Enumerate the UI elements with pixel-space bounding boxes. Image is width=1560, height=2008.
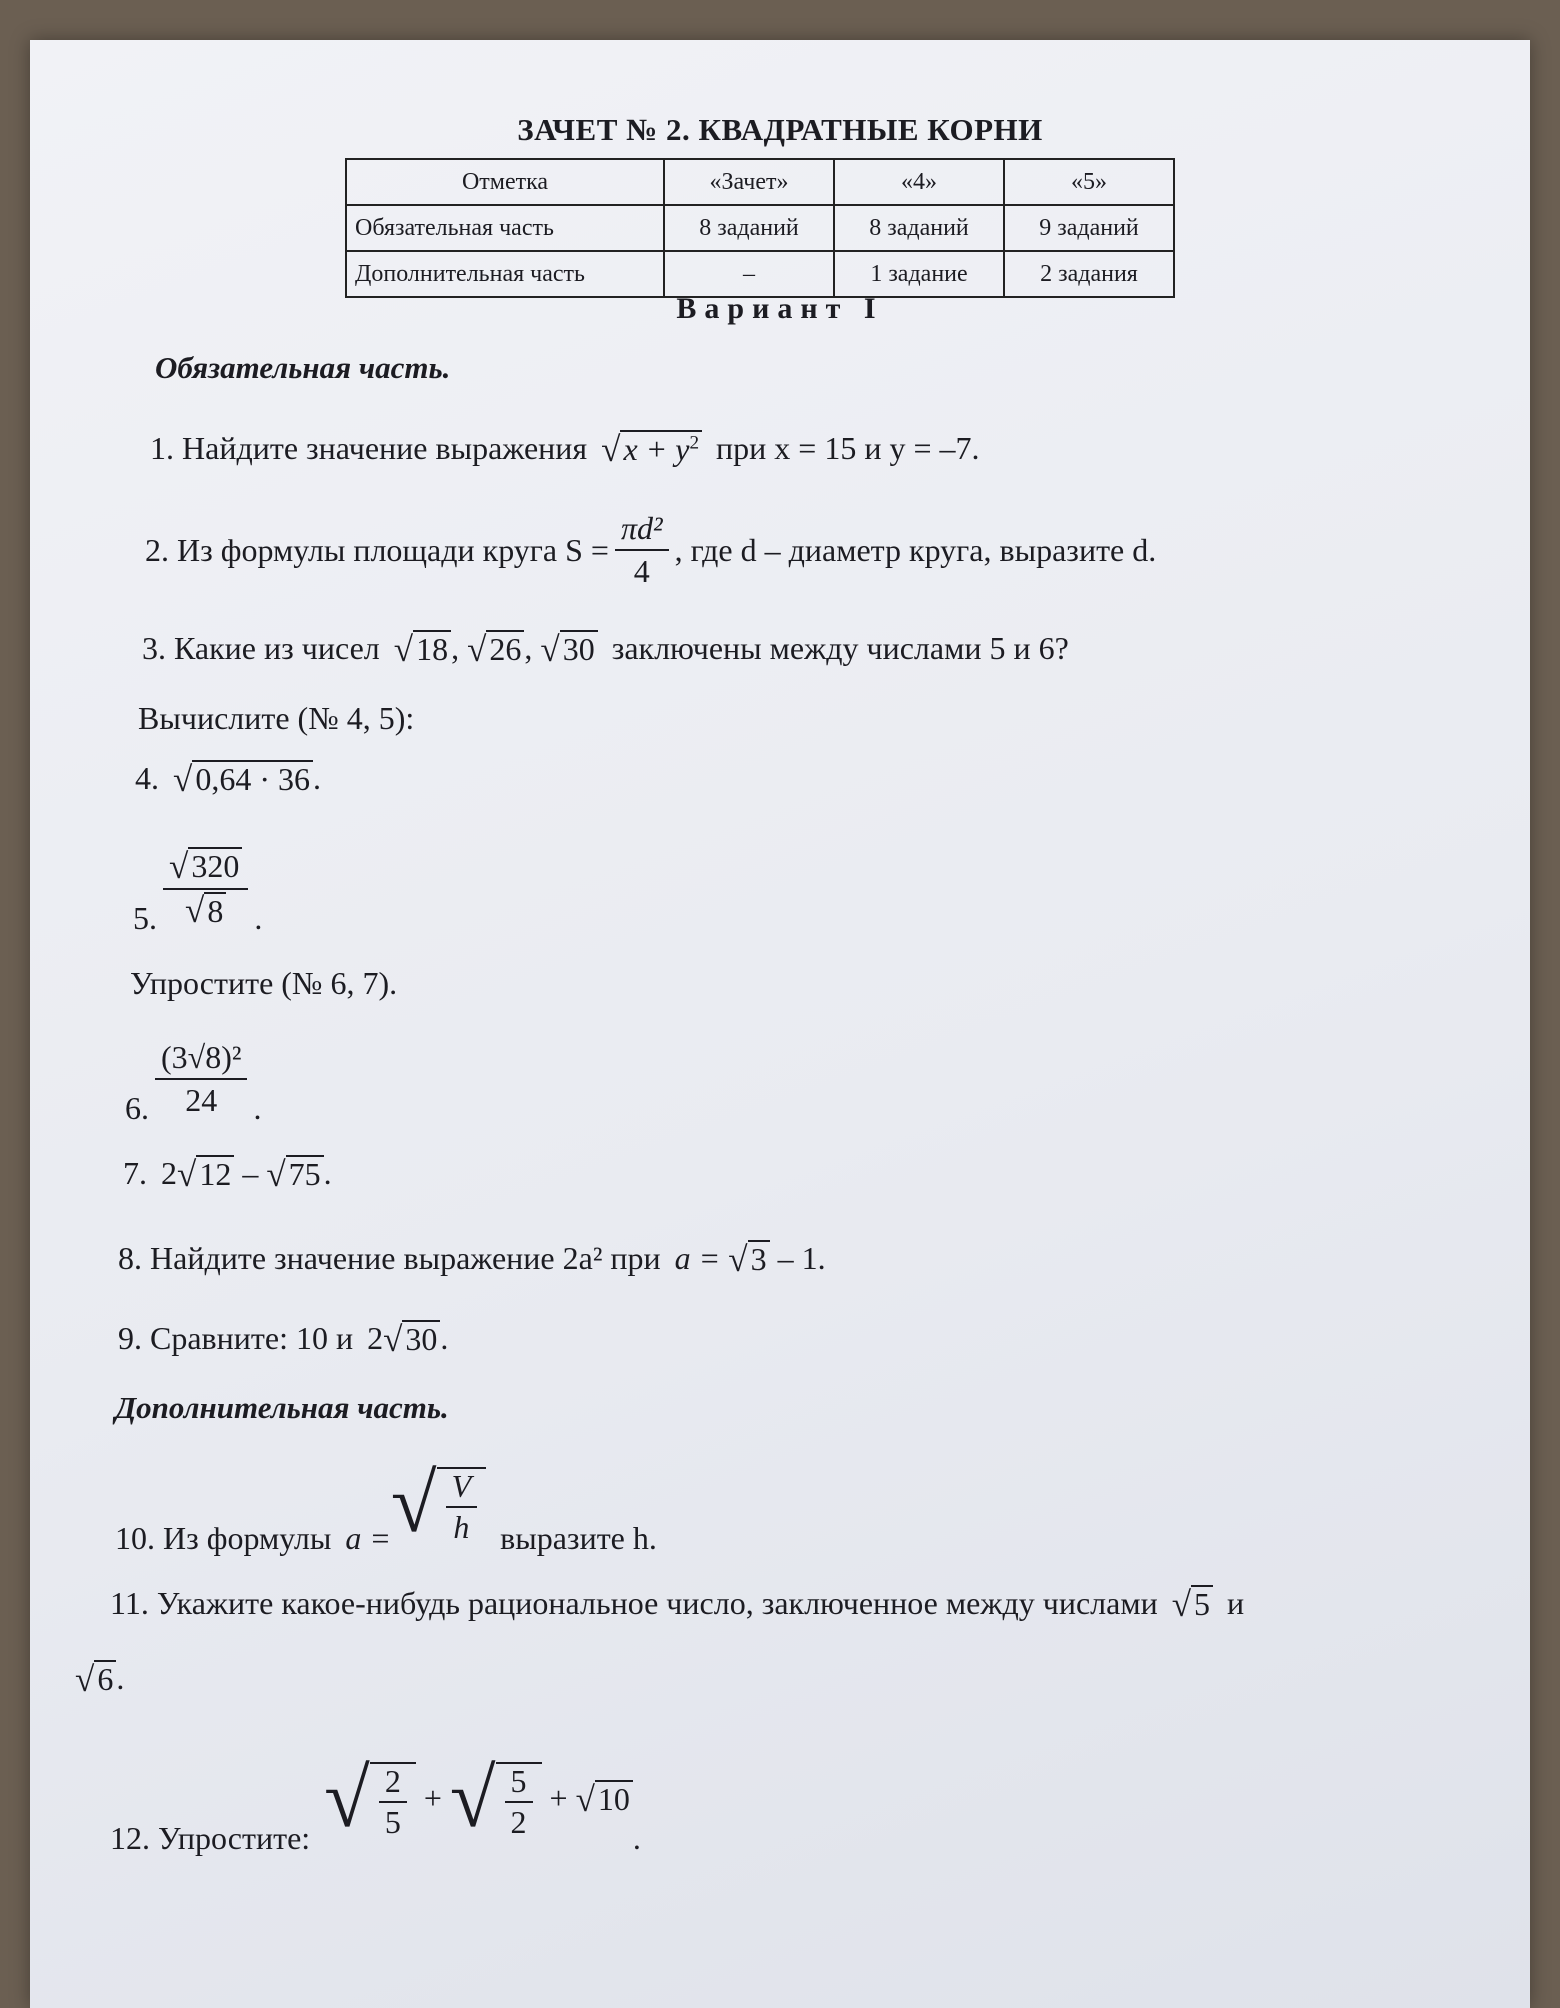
grades-table [345,158,1175,298]
sqrt-expression: √ 5 [1172,1585,1213,1622]
table-cell: Обязательная часть [346,205,664,251]
fraction: $\frac{\text{πd²}}{4}$ [615,510,669,590]
sqrt-expression: √ $x + y^2$ [601,430,702,467]
sqrt-expression: √ 6 [75,1660,116,1697]
simplify-heading: Упростите (№ 6, 7). [130,965,398,1001]
task-text: при x = 15 и y = –7. [716,430,980,467]
table-cell: 2 задания [1004,251,1174,297]
required-section-heading: Обязательная часть. [155,350,451,385]
task-10: 10. Из формулы a = √ $\frac{V}{h}$ выразите h. [115,1456,657,1556]
sqrt-expression: √ 18 [394,630,451,667]
sqrt-expression: √ 3 [728,1240,769,1277]
table-cell: 8 заданий [834,205,1004,251]
fraction: $\frac{\text{(3√8)²}}{24}$ [155,1039,247,1119]
task-text: 12. Упростите: [110,1820,311,1856]
table-cell: Дополнительная часть [346,251,664,297]
task-text: 9. Сравните: 10 и [118,1320,354,1357]
sqrt-expression: √ $\frac{5}{2}$ [450,1757,542,1840]
task-11-continued: √ 6 . [75,1659,125,1699]
task-12: 12. Упростите: √ $\frac{2}{5}$ + √ $\frac{5}{2}$ + √ 10 . [110,1751,641,1856]
task-text: 2. Из формулы площади круга S = [145,531,609,568]
task-text: 1. Найдите значение выражения [150,430,588,467]
sqrt-expression: √ 10 [576,1780,633,1817]
sqrt-expression: √ 0,64 · 36 [173,760,313,797]
sqrt-expression: √ 75 [266,1155,323,1192]
task-5: 5. √ 320 √ 8 . [133,846,263,936]
task-4: 4. √ 0,64 · 36 . [135,759,321,799]
task-3: 3. Какие из чисел √ 18 , √ 26 , √ 30 заключены между числами 5 и 6? [142,629,1069,669]
variant-heading: Вариант I [676,292,884,325]
task-7: 7. 2 √ 12 – √ 75 . [123,1154,332,1194]
task-text: заключены между числами 5 и 6? [611,630,1069,667]
fraction: √ 320 √ 8 [163,847,248,931]
sqrt-expression: √ 12 [177,1155,234,1192]
page-title: ЗАЧЕТ № 2. КВАДРАТНЫЕ КОРНИ [517,112,1043,147]
table-cell: 9 заданий [1004,205,1174,251]
task-text: 8. Найдите значение выражение 2a² при [118,1240,661,1277]
table-header: «4» [834,159,1004,205]
sqrt-expression: √ $\frac{2}{5}$ [324,1757,416,1840]
table-row [346,205,1174,251]
extra-section-heading: Дополнительная часть. [115,1390,449,1425]
table-header-row [346,159,1174,205]
task-text: 11. Укажите какое-нибудь рациональное число, заключенное между числами [110,1585,1158,1622]
task-1 [150,430,980,467]
task-11: 11. Укажите какое-нибудь рациональное число, заключенное между числами √ 5 и [110,1584,1245,1624]
task-text: 3. Какие из чисел [142,630,380,667]
task-text: 10. Из формулы [115,1520,332,1556]
task-9: 9. Сравните: 10 и 2 √ 30 . [118,1319,449,1359]
task-2 [145,510,1156,590]
sqrt-expression: √ 26 [467,630,524,667]
sqrt-expression: √ 30 [540,630,597,667]
table-header: «Зачет» [664,159,834,205]
task-8: 8. Найдите значение выражение 2a² при a = √ 3 – 1 . [118,1239,826,1279]
table-cell: 1 задание [834,251,1004,297]
table-row [346,251,1174,297]
table-cell: – [664,251,834,297]
task-6: 6. $\frac{\text{(3√8)²}}{24}$ . [125,1038,262,1126]
table-cell: 8 заданий [664,205,834,251]
table-header: «5» [1004,159,1174,205]
table-header: Отметка [346,159,664,205]
sqrt-expression: √ 30 [383,1320,440,1357]
task-text: , где d – диаметр круга, выразите d. [674,531,1157,568]
task-text: выразите h. [500,1520,657,1556]
worksheet [30,40,1530,2008]
calc-heading: Вычислите (№ 4, 5): [138,700,415,736]
sqrt-expression: √ $\frac{V}{h}$ [391,1462,486,1545]
